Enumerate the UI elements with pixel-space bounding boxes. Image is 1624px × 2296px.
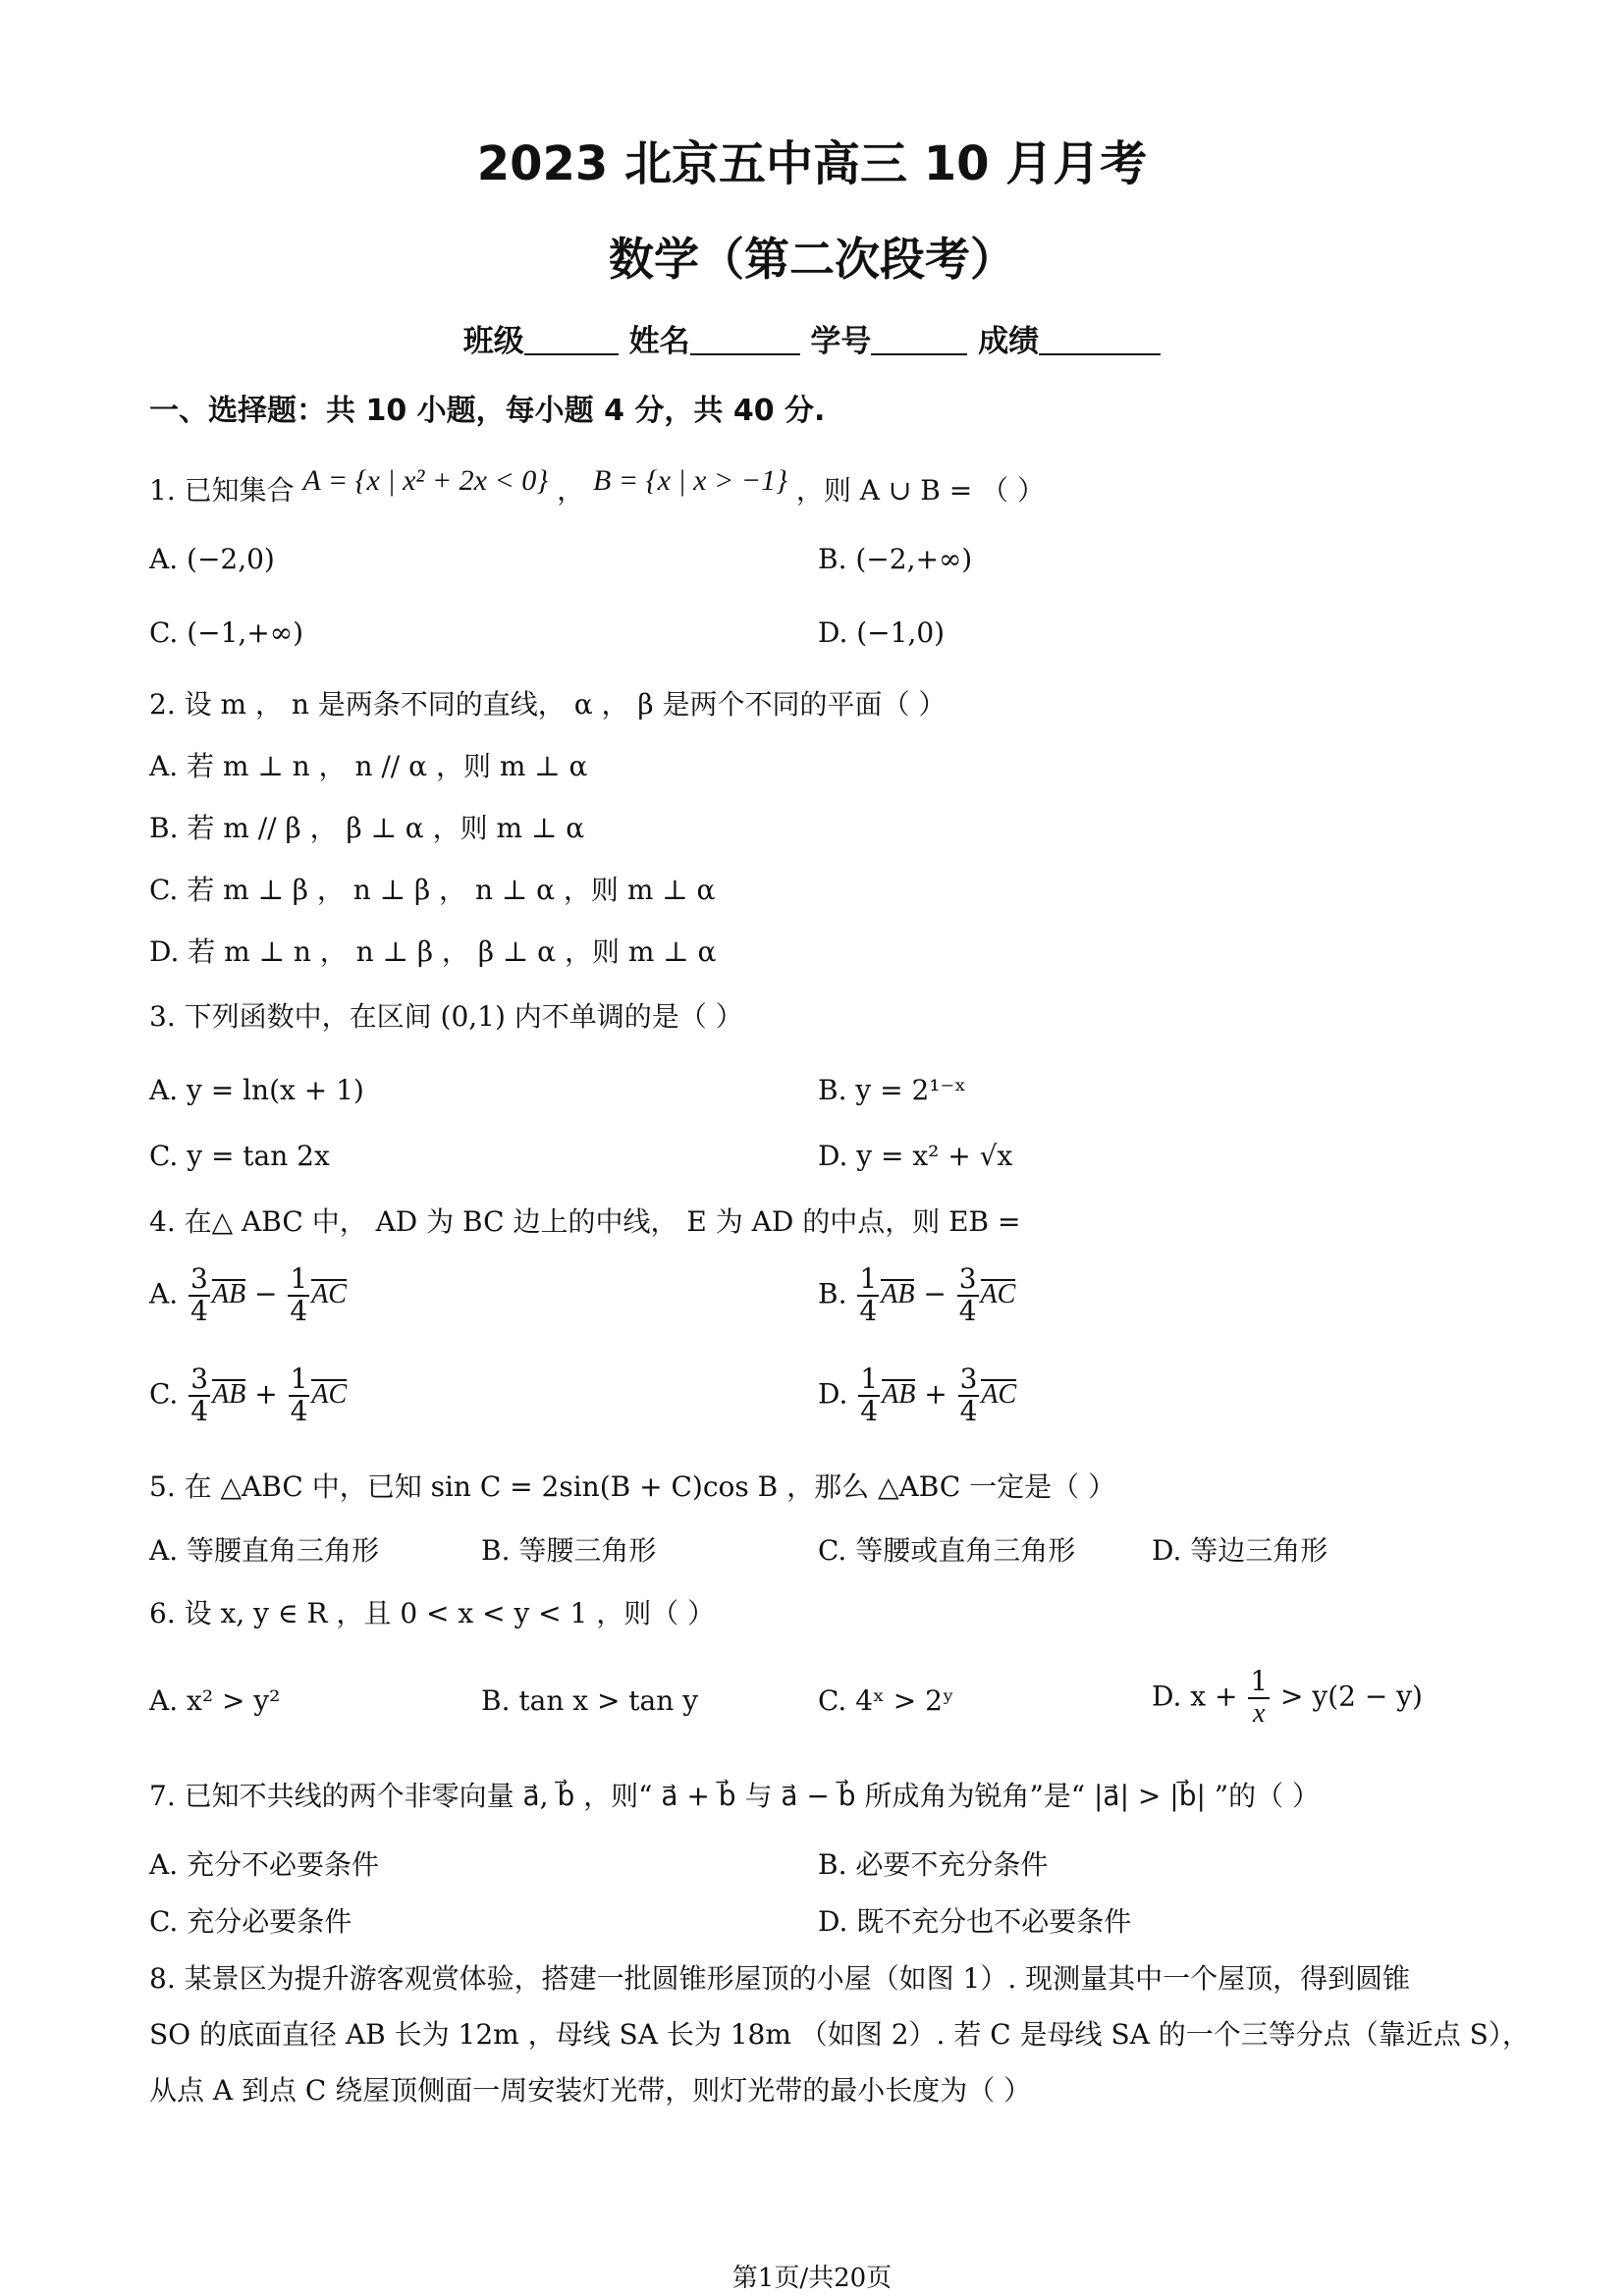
question-8-line-2: SO 的底面直径 AB 长为 12m ，母线 SA 长为 18m （如图 2）. 若 C 是母线 SA 的一个三等分点（靠近点 S）， [149, 2018, 1530, 2051]
q1-set-a: A = {x | x² + 2x < 0} [302, 464, 549, 497]
q4-c-op: + [254, 1377, 278, 1411]
q4-b-vec-ab: AB [881, 1277, 914, 1312]
q4-b-vec-ac: AC [981, 1277, 1016, 1312]
q4-c-frac1: $\frac{3}{4}$ [190, 1362, 209, 1427]
section-heading: 一、选择题：共 10 小题，每小题 4 分，共 40 分. [149, 394, 826, 428]
q4-b-frac2: $\frac{3}{4}$ [958, 1262, 977, 1327]
name-blank [690, 324, 800, 355]
q3-option-a: A. y = ln(x + 1) [149, 1074, 364, 1106]
q6-option-c: C. 4ˣ > 2ʸ [818, 1684, 954, 1717]
q4-d-op: + [924, 1377, 947, 1411]
q1-option-d: D. (−1,0) [818, 616, 946, 649]
score-label: 成绩 [978, 324, 1040, 359]
question-8-line-1: 8. 某景区为提升游客观赏体验，搭建一批圆锥形屋顶的小屋（如图 1）. 现测量其中一个屋顶，得到圆锥 [149, 1962, 1411, 1995]
q4-d-label: D. [818, 1377, 848, 1411]
q4-d-vec-ab: AB [882, 1377, 915, 1413]
question-1-stem: 1. 已知集合 A = {x | x² + 2x < 0} ， B = {x | x > −1} ，则 A ∪ B = （ ） [149, 464, 1046, 507]
q6-option-a: A. x² > y² [149, 1684, 281, 1717]
q6-option-d [1152, 1667, 1423, 1730]
question-8-line-3: 从点 A 到点 C 绕屋顶侧面一周安装灯光带，则灯光带的最小长度为（ ） [149, 2074, 1032, 2107]
q7-option-a: A. 充分不必要条件 [149, 1848, 380, 1881]
student-info-row [0, 316, 1624, 360]
q4-option-d [818, 1364, 1016, 1427]
class-blank [524, 324, 619, 355]
q7-option-c: C. 充分必要条件 [149, 1905, 352, 1938]
q1-option-a: A. (−2,0) [149, 543, 275, 575]
q2-option-a: A. 若 m ⊥ n ， n // α ，则 m ⊥ α [149, 750, 588, 782]
q4-a-frac1: $\frac{3}{4}$ [190, 1262, 208, 1327]
q3-option-d: D. y = x² + √x [818, 1140, 1013, 1172]
q4-d-frac1: $\frac{1}{4}$ [860, 1362, 879, 1427]
q4-a-vec-ab: AB [212, 1277, 245, 1312]
q3-option-b: B. y = 2¹⁻ˣ [818, 1074, 967, 1106]
q4-option-c [149, 1364, 347, 1427]
q1-stem-a: 1. 已知集合 [149, 474, 295, 507]
class-label: 班级 [462, 324, 524, 359]
q4-a-frac2: $\frac{1}{4}$ [290, 1262, 308, 1327]
q2-option-b: B. 若 m // β ， β ⊥ α ，则 m ⊥ α [149, 812, 585, 844]
question-4-stem: 4. 在△ ABC 中， AD 为 BC 边上的中线， E 为 AD 的中点，则 EB = [149, 1205, 1021, 1238]
q4-c-frac2: $\frac{1}{4}$ [290, 1362, 308, 1427]
q3-option-c: C. y = tan 2x [149, 1140, 330, 1172]
q1-option-c: C. (−1,+∞) [149, 616, 304, 649]
student-id-blank [871, 324, 967, 355]
score-blank [1039, 324, 1161, 355]
q6-d-frac: $\frac{1}{x}$ [1250, 1665, 1269, 1729]
q5-option-c: C. 等腰或直角三角形 [818, 1534, 1076, 1567]
question-6-stem: 6. 设 x, y ∈ R ，且 0 < x < y < 1 ，则（ ） [149, 1597, 716, 1629]
student-id-label: 学号 [810, 324, 872, 359]
q1-stem-b: ，则 A ∪ B = （ ） [795, 474, 1046, 507]
q5-option-b: B. 等腰三角形 [481, 1534, 657, 1567]
q1-set-b: B = {x | x > −1} [593, 464, 787, 497]
q6-option-b: B. tan x > tan y [481, 1684, 699, 1717]
exam-subtitle: 数学（第二次段考） [609, 233, 1015, 286]
q5-option-a: A. 等腰直角三角形 [149, 1534, 380, 1567]
q2-option-c: C. 若 m ⊥ β ， n ⊥ β ， n ⊥ α ，则 m ⊥ α [149, 874, 716, 906]
q7-option-b: B. 必要不充分条件 [818, 1848, 1049, 1881]
q4-c-vec-ac: AC [311, 1377, 347, 1413]
q4-c-vec-ab: AB [212, 1377, 245, 1413]
q4-b-op: − [923, 1277, 947, 1310]
question-7-stem: 7. 已知不共线的两个非零向量 a⃗, b⃗ ，则“ a⃗ + b⃗ 与 a⃗ − b⃗ 所成角为锐角”是“ |a⃗| > |b⃗| ”的（ ） [149, 1780, 1321, 1812]
q1-option-b: B. (−2,+∞) [818, 543, 973, 575]
question-2-stem: 2. 设 m ， n 是两条不同的直线， α ， β 是两个不同的平面（ ） [149, 688, 947, 721]
q4-option-a [149, 1264, 347, 1327]
q4-c-label: C. [149, 1377, 179, 1411]
q4-b-label: B. [818, 1277, 847, 1310]
page-number: 第1页/共20页 [731, 2264, 893, 2293]
q4-a-op: − [253, 1277, 278, 1310]
q7-option-d: D. 既不充分也不必要条件 [818, 1905, 1132, 1938]
q2-option-d: D. 若 m ⊥ n ， n ⊥ β ， β ⊥ α ，则 m ⊥ α [149, 935, 717, 968]
question-3-stem: 3. 下列函数中，在区间 (0,1) 内不单调的是（ ） [149, 1000, 743, 1033]
question-5-stem: 5. 在 △ABC 中，已知 sin C = 2sin(B + C)cos B ，那么 △ABC 一定是（ ） [149, 1470, 1116, 1503]
q6-d-post: > y(2 − y) [1280, 1680, 1423, 1713]
q4-d-vec-ac: AC [981, 1377, 1016, 1413]
q4-a-vec-ac: AC [311, 1277, 347, 1312]
q5-option-d: D. 等边三角形 [1152, 1534, 1328, 1567]
q6-d-pre: D. x + [1152, 1680, 1238, 1713]
exam-title: 2023 北京五中高三 10 月月考 [476, 136, 1148, 191]
q4-a-label: A. [149, 1277, 179, 1310]
name-label: 姓名 [628, 324, 690, 359]
q4-option-b [818, 1264, 1015, 1327]
q4-d-frac2: $\frac{3}{4}$ [959, 1362, 978, 1427]
q4-b-frac1: $\frac{1}{4}$ [859, 1262, 878, 1327]
